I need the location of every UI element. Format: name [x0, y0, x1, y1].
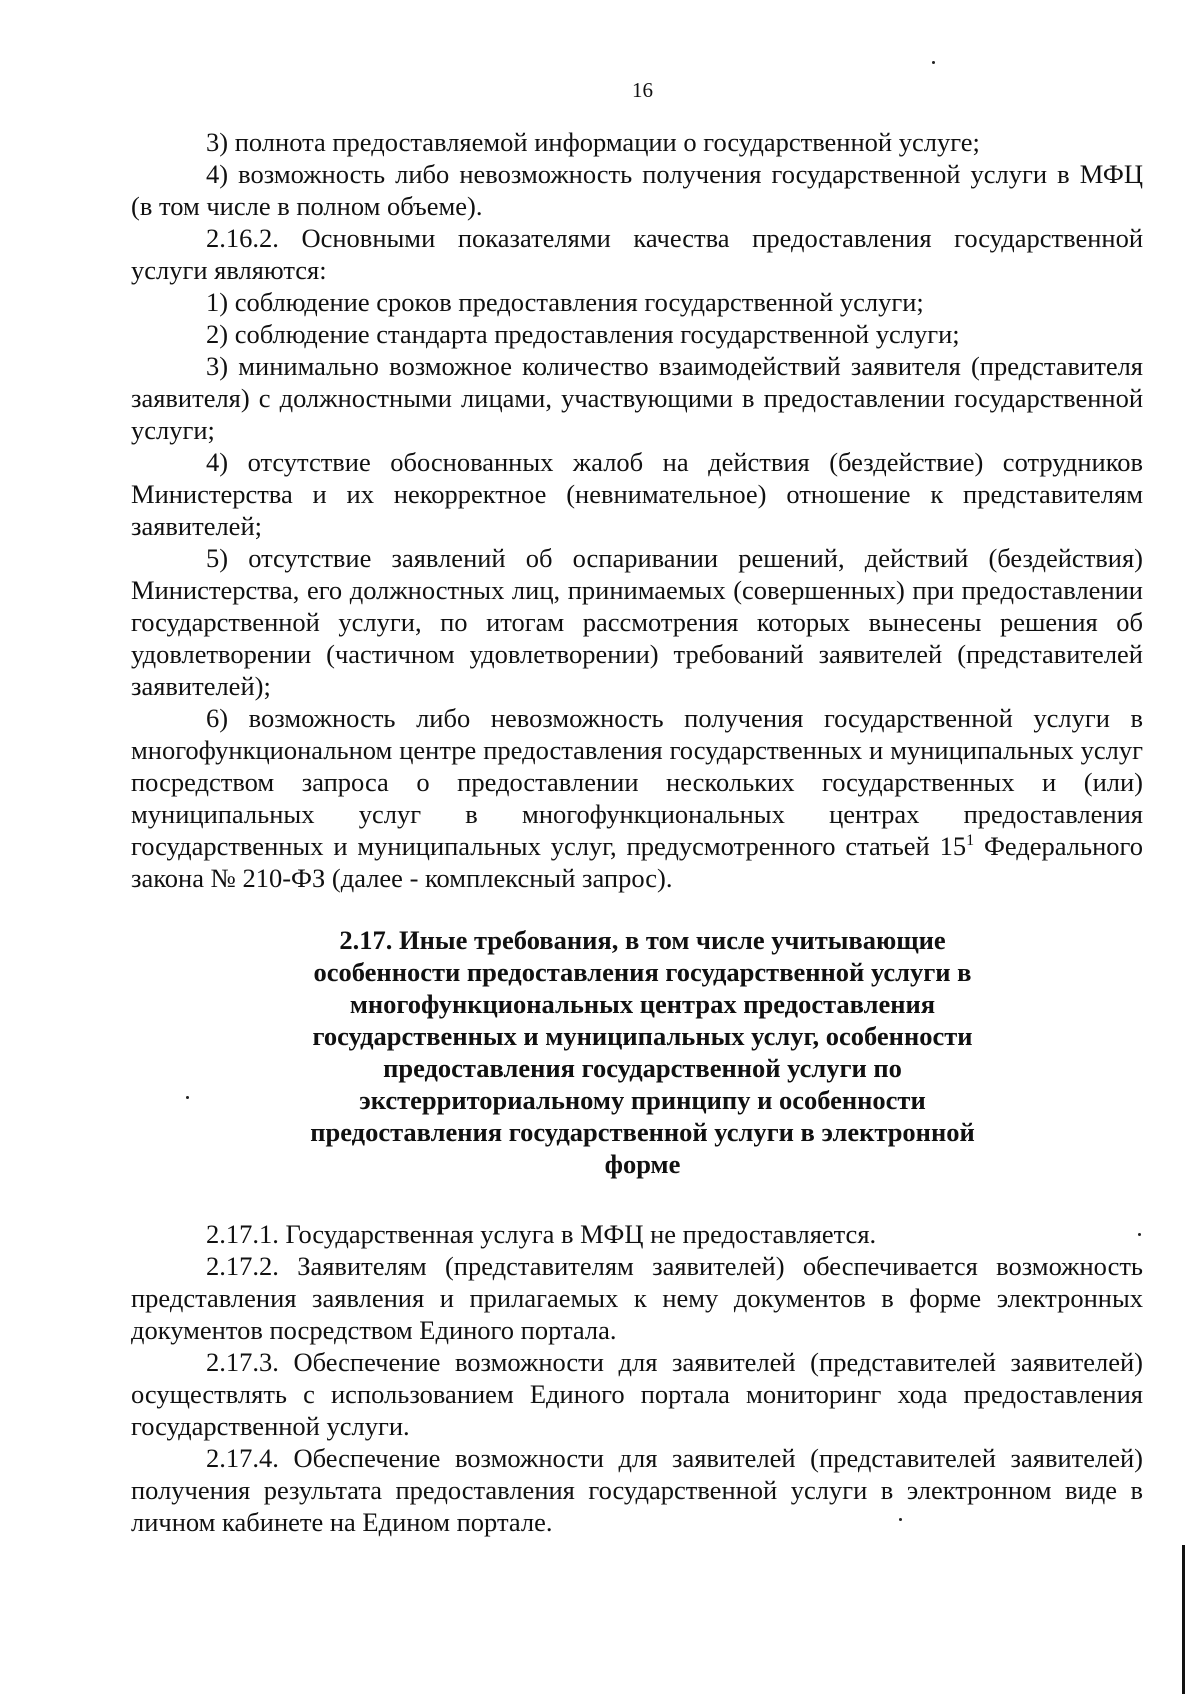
scan-speck — [1138, 1233, 1141, 1236]
body-text-top — [131, 126, 1143, 894]
scan-speck — [186, 1096, 189, 1099]
paragraph: 2.17.4. Обеспечение возможности для заявителей (представителей заявителей) получения результата предоставления государственной услуги в электронном виде в личном кабинете на Едином портале. — [131, 1443, 1143, 1537]
paragraph: 5) отсутствие заявлений об оспаривании решений, действий (бездействия) Министерства, его должностных лиц, принимаемых (совершенных) при предоставлении государственной услуги, по итогам рассмотрения которых вынесены решения об удовлетворении (частичном удовлетворении) требований заявителей (представителей заявителей); — [131, 543, 1143, 701]
body-text-bottom — [131, 1218, 1143, 1538]
paragraph: 3) полнота предоставляемой информации о государственной услуге; — [206, 127, 980, 157]
paragraph: 2.16.2. Основными показателями качества предоставления государственной услуги являются: — [131, 223, 1143, 285]
paragraph: 2) соблюдение стандарта предоставления государственной услуги; — [206, 319, 960, 349]
paragraph: 4) отсутствие обоснованных жалоб на действия (бездействие) сотрудников Министерства и их некорректное (невнимательное) отношение к представителям заявителей; — [131, 447, 1143, 541]
paragraph: 1) соблюдение сроков предоставления государственной услуги; — [206, 287, 924, 317]
paragraph: 2.17.3. Обеспечение возможности для заявителей (представителей заявителей) осуществлять с использованием Единого портала мониторинг хода предоставления государственной услуги. — [131, 1347, 1143, 1441]
paragraph-item-6 — [131, 702, 1143, 894]
paragraph: 2.17.1. Государственная услуга в МФЦ не предоставляется. — [206, 1219, 877, 1249]
paragraph: 4) возможность либо невозможность получения государственной услуги в МФЦ (в том числе в полном объеме). — [131, 159, 1143, 221]
page-number: 16 — [632, 78, 653, 102]
item6-text-end: Федерального закона № 210-ФЗ (далее - комплексный запрос). — [131, 831, 1144, 893]
paragraph: 2.17.2. Заявителям (представителям заявителей) обеспечивается возможность представления заявления и прилагаемых к нему документов в форме электронных документов посредством Единого портала. — [131, 1251, 1143, 1345]
scan-speck — [899, 1518, 902, 1521]
scan-edge-line — [1182, 1545, 1185, 1694]
superscript: 1 — [966, 832, 975, 850]
scan-speck — [932, 61, 935, 64]
item6-text: 6) возможность либо невозможность получения государственной услуги в многофункциональном центре предоставления государственных и муниципальных услуг посредством запроса о предоставлении нескольких государственных и (или) муниципальных услуг в многофункциональных центрах предоставления государственных и муниципальных услуг, предусмотренного статьей 15 — [131, 703, 1143, 861]
section-heading: 2.17. Иные требования, в том числе учитывающие особенности предоставления государственной услуги в многофункциональных центрах предоставления государственных и муниципальных услуг, особенности предоставления государственной услуги по экстерриториальному принципу и особенности предоставления государственной услуги в электронной форме — [310, 925, 975, 1179]
paragraph: 3) минимально возможное количество взаимодействий заявителя (представителя заявителя) с должностными лицами, участвующими в предоставлении государственной услуги; — [131, 351, 1143, 445]
